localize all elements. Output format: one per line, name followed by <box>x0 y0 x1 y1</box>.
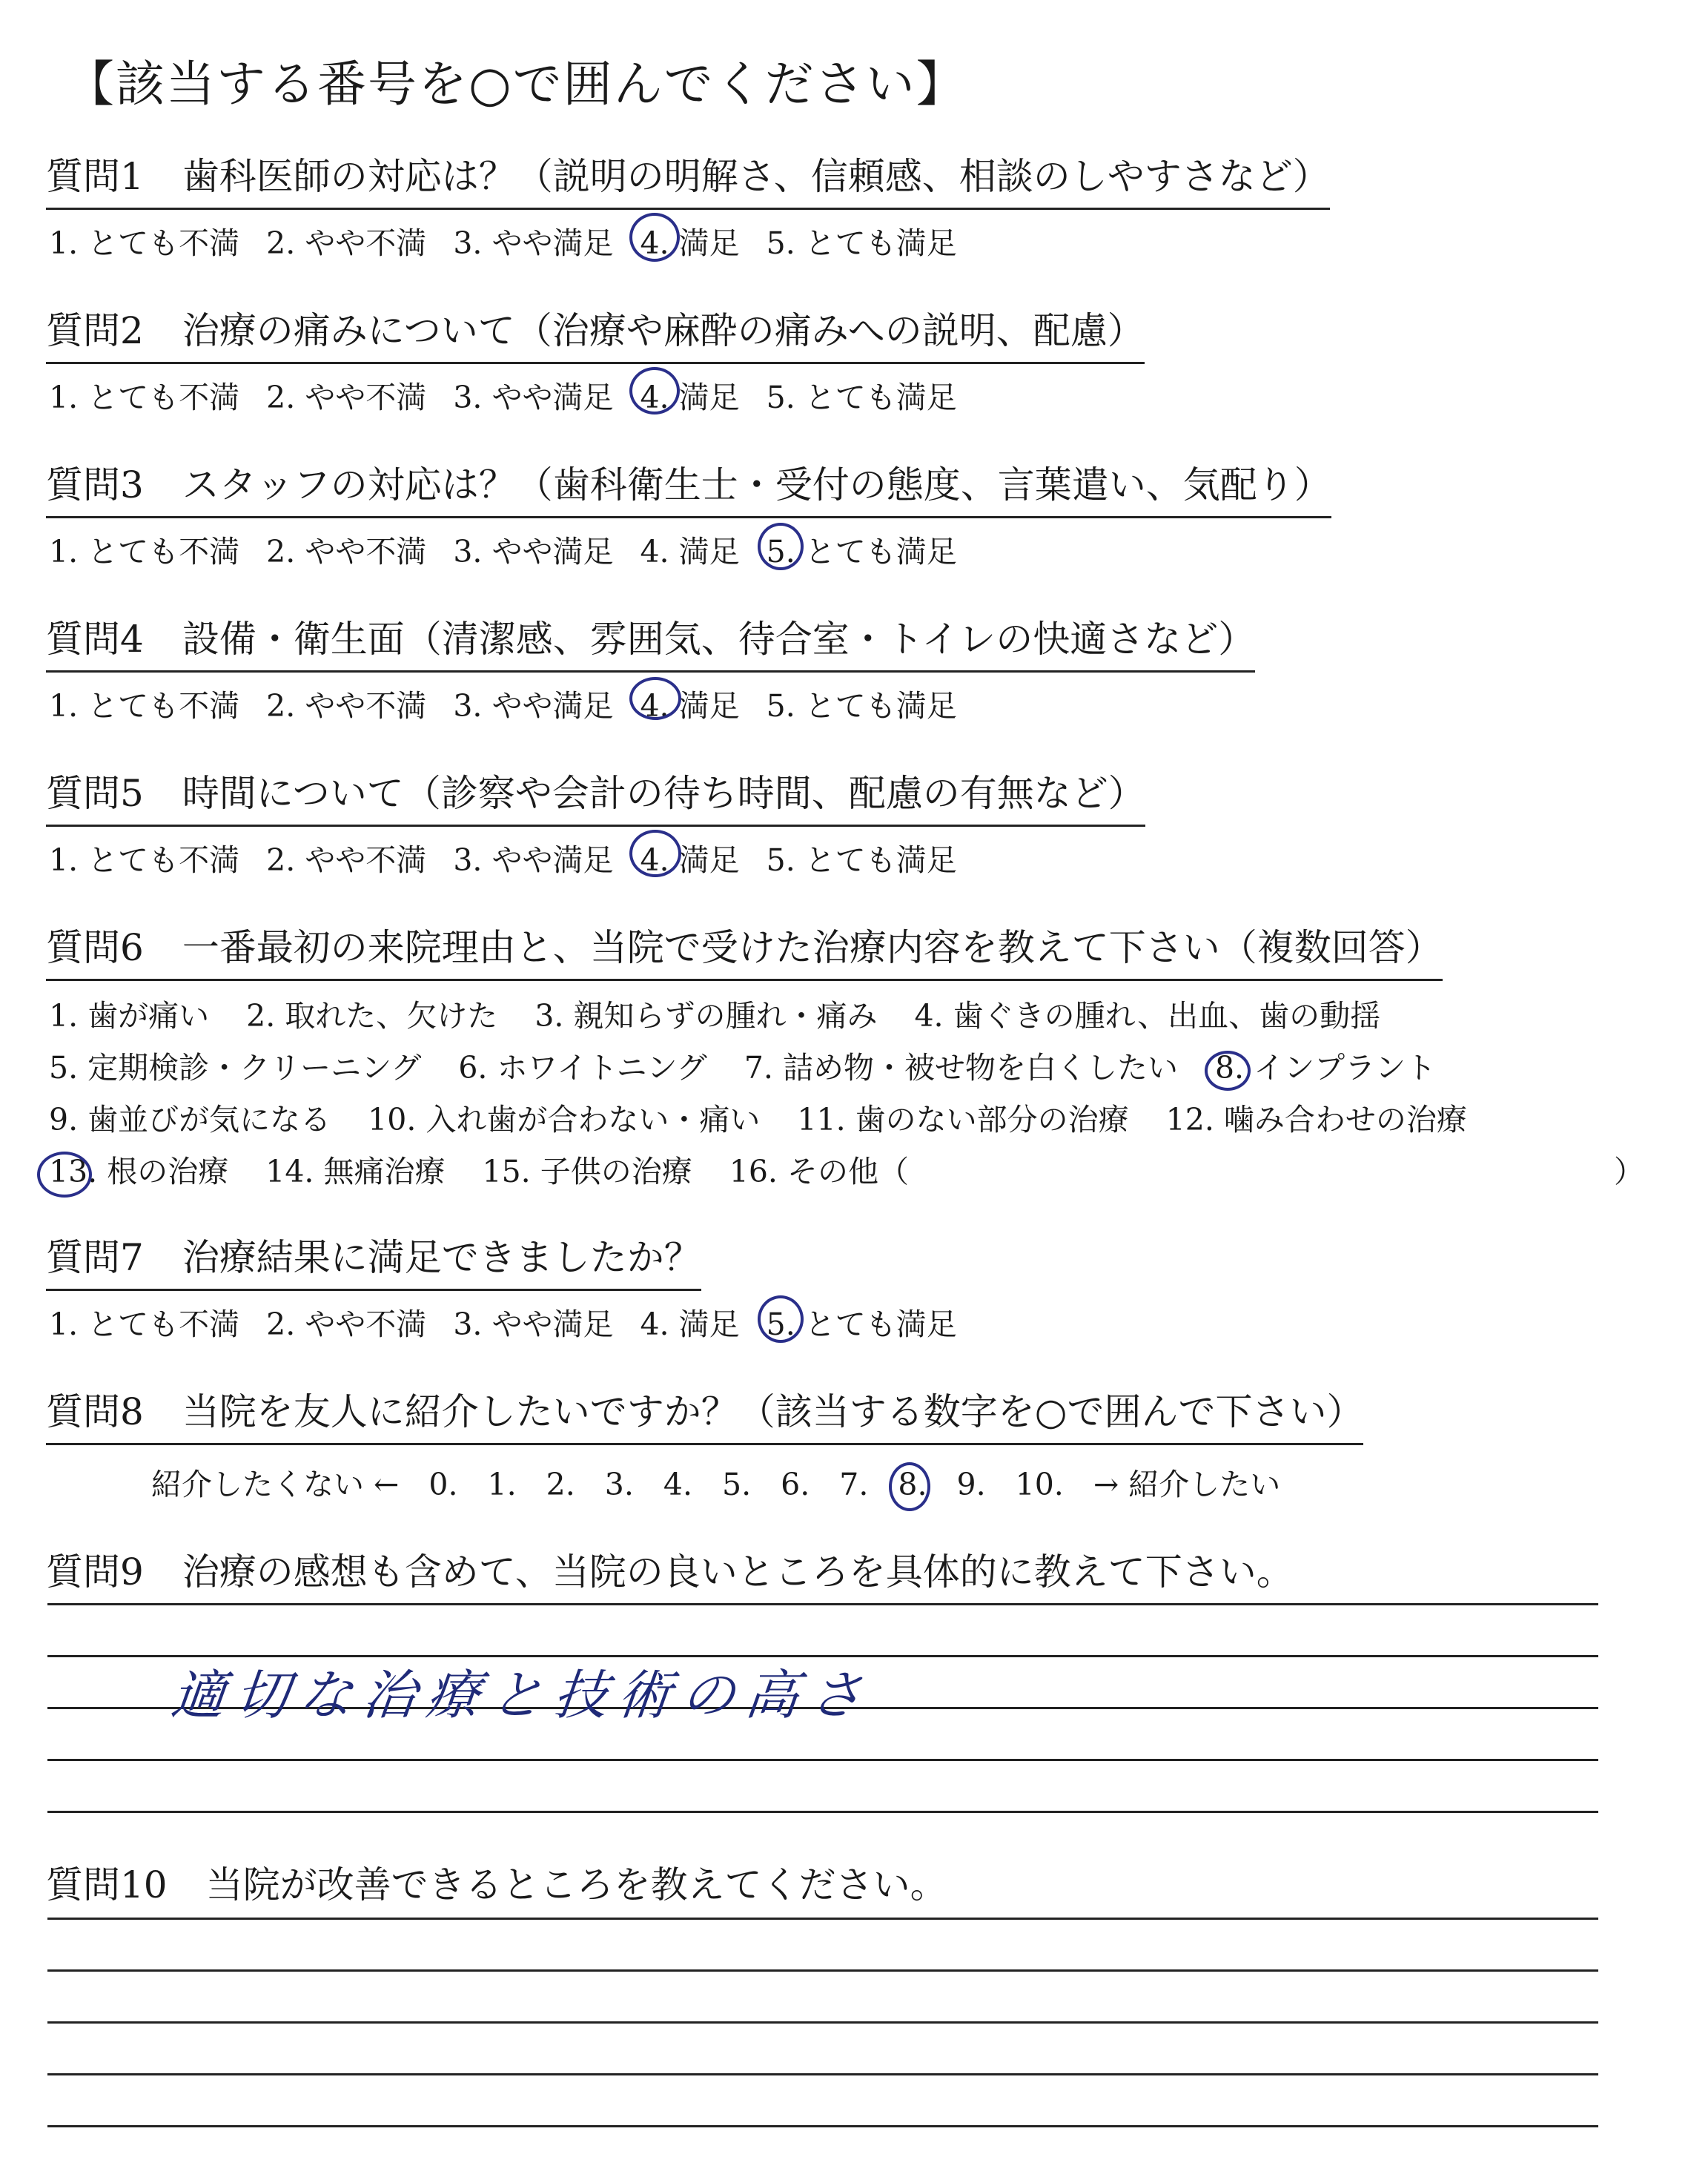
option-3[interactable]: 3. やや満足 <box>453 688 614 724</box>
question-4-heading <box>46 610 1255 673</box>
option-2[interactable]: 2. やや不満 <box>266 688 427 724</box>
question-9-text: 治療の感想も含めて、当院の良いところを具体的に教えて下さい。 <box>182 1550 1294 1593</box>
option-3[interactable]: 3. やや満足 <box>453 1307 614 1342</box>
answer-line <box>47 2073 1598 2075</box>
selection-circle <box>629 367 680 415</box>
question-7-options <box>49 1300 957 1344</box>
reason-option[interactable]: 14. 無痛治療 <box>265 1154 446 1189</box>
selection-circle <box>629 830 681 877</box>
question-8 <box>46 1382 1363 1504</box>
reason-option[interactable]: 3. 親知らずの腫れ・痛み <box>534 998 878 1034</box>
option-2[interactable]: 2. やや不満 <box>266 1307 427 1342</box>
question-10-text: 当院が改善できるところを教えてください。 <box>205 1863 947 1906</box>
option-1[interactable]: 1. とても不満 <box>49 842 240 878</box>
option-5[interactable]: 5. とても満足 <box>766 688 957 724</box>
scale-option[interactable]: 3. <box>604 1467 634 1502</box>
question-1-heading <box>46 147 1330 210</box>
option-5[interactable]: 5. とても満足 <box>767 527 957 571</box>
option-2[interactable]: 2. やや不満 <box>266 225 427 261</box>
question-4-number: 質問4 <box>46 618 144 661</box>
option-5[interactable]: 5. とても満足 <box>766 842 957 878</box>
handwritten-answer: 適切な治療と技術の高さ <box>168 1664 876 1726</box>
question-8-heading <box>46 1382 1363 1445</box>
selection-circle <box>758 1295 804 1343</box>
option-4[interactable]: 4. 満足 <box>640 681 739 725</box>
answer-line <box>47 1759 1598 1761</box>
question-1-number: 質問1 <box>46 155 144 198</box>
question-4 <box>46 610 1255 725</box>
option-3[interactable]: 3. やや満足 <box>453 380 614 415</box>
question-10-heading <box>46 1855 947 1909</box>
reason-option-other[interactable]: 16. その他（ <box>729 1154 909 1189</box>
reason-option[interactable]: 12. 噛み合わせの治療 <box>1165 1102 1467 1137</box>
selection-circle <box>758 523 804 570</box>
option-2[interactable]: 2. やや不満 <box>266 842 427 878</box>
reason-option[interactable]: 1. 歯が痛い <box>49 998 210 1034</box>
scale-option[interactable]: 6. <box>781 1467 810 1502</box>
question-3 <box>46 455 1331 571</box>
question-7-text: 治療結果に満足できましたか？ <box>182 1236 701 1279</box>
option-4[interactable]: 4. 満足 <box>640 219 739 262</box>
option-4[interactable]: 4. 満足 <box>640 836 739 879</box>
option-5[interactable]: 5. とても満足 <box>767 1300 957 1344</box>
option-1[interactable]: 1. とても不満 <box>49 1307 240 1342</box>
question-3-options <box>49 527 1331 571</box>
reason-option[interactable]: 15. 子供の治療 <box>482 1154 692 1189</box>
question-9 <box>46 1542 1294 1596</box>
option-5[interactable]: 5. とても満足 <box>766 380 957 415</box>
question-10-number: 質問10 <box>46 1863 168 1906</box>
question-6-heading <box>46 918 1443 981</box>
option-row <box>49 1146 1647 1198</box>
question-7 <box>46 1228 957 1344</box>
option-1[interactable]: 1. とても不満 <box>49 380 240 415</box>
question-7-number: 質問7 <box>46 1236 144 1279</box>
question-1 <box>46 147 1330 262</box>
option-2[interactable]: 2. やや不満 <box>266 534 427 569</box>
reason-option[interactable]: 13. 根の治療 <box>49 1146 228 1198</box>
answer-line <box>47 2125 1598 2127</box>
option-4[interactable]: 4. 満足 <box>640 1307 740 1342</box>
question-5-number: 質問5 <box>46 772 144 815</box>
selection-circle <box>37 1152 92 1198</box>
referral-scale <box>151 1460 1363 1504</box>
answer-line <box>47 1603 1598 1605</box>
question-10 <box>46 1855 947 1909</box>
question-6-text: 一番最初の来院理由と、当院で受けた治療内容を教えて下さい（複数回答） <box>182 926 1443 969</box>
reason-option[interactable]: 7. 詰め物・被せ物を白くしたい <box>744 1050 1178 1086</box>
question-3-heading <box>46 455 1331 518</box>
question-1-options <box>49 219 1330 262</box>
scale-option[interactable]: 10. <box>1015 1467 1064 1502</box>
question-6-number: 質問6 <box>46 926 144 969</box>
question-8-text: 当院を友人に紹介したいですか？（該当する数字を○で囲んで下さい） <box>182 1390 1364 1433</box>
option-2[interactable]: 2. やや不満 <box>266 380 427 415</box>
selection-circle <box>629 213 680 262</box>
scale-option[interactable]: 7. <box>839 1467 869 1502</box>
reason-option[interactable]: 4. 歯ぐきの腫れ、出血、歯の動揺 <box>914 998 1381 1034</box>
question-8-number: 質問8 <box>46 1390 144 1433</box>
option-3[interactable]: 3. やや満足 <box>453 842 614 878</box>
scale-option[interactable]: 2. <box>546 1467 575 1502</box>
scale-option[interactable]: 1. <box>487 1467 517 1502</box>
reason-option[interactable]: 5. 定期検診・クリーニング <box>49 1050 422 1086</box>
reason-option[interactable]: 2. 取れた、欠けた <box>246 998 498 1034</box>
question-5-options <box>49 836 1145 879</box>
scale-option[interactable]: 4. <box>663 1467 693 1502</box>
selection-circle <box>629 677 681 720</box>
question-2-heading <box>46 301 1145 364</box>
question-5-heading <box>46 764 1145 827</box>
scale-option[interactable]: 0. <box>428 1467 458 1502</box>
question-9-heading <box>46 1542 1294 1596</box>
question-2-options <box>49 373 1145 417</box>
question-6 <box>46 918 1647 1198</box>
other-close-paren: ） <box>1614 1154 1644 1189</box>
question-2-text: 治療の痛みについて（治療や麻酔の痛みへの説明、配慮） <box>182 309 1145 352</box>
question-2-number: 質問2 <box>46 309 144 352</box>
option-1[interactable]: 1. とても不満 <box>49 534 240 569</box>
question-4-text: 設備・衛生面（清潔感、雰囲気、待合室・トイレの快適さなど） <box>182 618 1256 661</box>
question-9-number: 質問9 <box>46 1550 144 1593</box>
reason-option[interactable]: 8. インプラント <box>1215 1042 1436 1094</box>
option-row <box>49 990 1647 1042</box>
reason-option[interactable]: 10. 入れ歯が合わない・痛い <box>368 1102 761 1137</box>
answer-line <box>47 1918 1598 1920</box>
scale-right-label: → 紹介したい <box>1093 1467 1281 1502</box>
option-1[interactable]: 1. とても不満 <box>49 225 240 261</box>
option-4[interactable]: 4. 満足 <box>640 534 740 569</box>
option-3[interactable]: 3. やや満足 <box>453 534 614 569</box>
scale-option[interactable]: 8. <box>898 1467 927 1502</box>
answer-line <box>47 1969 1598 1972</box>
scale-option[interactable]: 9. <box>956 1467 986 1502</box>
page-title: 【該当する番号を○で囲んでください】 <box>65 56 967 113</box>
answer-line <box>47 1811 1598 1813</box>
question-5-text: 時間について（診察や会計の待ち時間、配慮の有無など） <box>182 772 1145 815</box>
scale-option[interactable]: 5. <box>722 1467 752 1502</box>
question-3-text: スタッフの対応は？（歯科衛生士・受付の態度、言葉遣い、気配り） <box>182 463 1331 506</box>
reason-option[interactable]: 9. 歯並びが気になる <box>49 1102 331 1137</box>
question-1-text: 歯科医師の対応は？（説明の明解さ、信頼感、相談のしやすさなど） <box>182 155 1330 198</box>
question-3-number: 質問3 <box>46 463 144 506</box>
option-3[interactable]: 3. やや満足 <box>453 225 614 261</box>
option-row <box>49 1094 1647 1146</box>
question-5 <box>46 764 1145 879</box>
option-1[interactable]: 1. とても不満 <box>49 688 240 724</box>
question-2 <box>46 301 1145 417</box>
question-7-heading <box>46 1228 701 1291</box>
reason-option[interactable]: 6. ホワイトニング <box>458 1050 707 1086</box>
option-4[interactable]: 4. 満足 <box>640 373 739 417</box>
question-6-options <box>49 990 1647 1198</box>
selection-circle <box>889 1462 930 1511</box>
scale-left-label: 紹介したくない ← <box>151 1467 400 1502</box>
reason-option[interactable]: 11. 歯のない部分の治療 <box>797 1102 1129 1137</box>
option-row <box>49 1042 1647 1094</box>
answer-line <box>47 2021 1598 2024</box>
question-4-options <box>49 681 1255 725</box>
option-5[interactable]: 5. とても満足 <box>766 225 957 261</box>
selection-circle <box>1205 1051 1251 1091</box>
